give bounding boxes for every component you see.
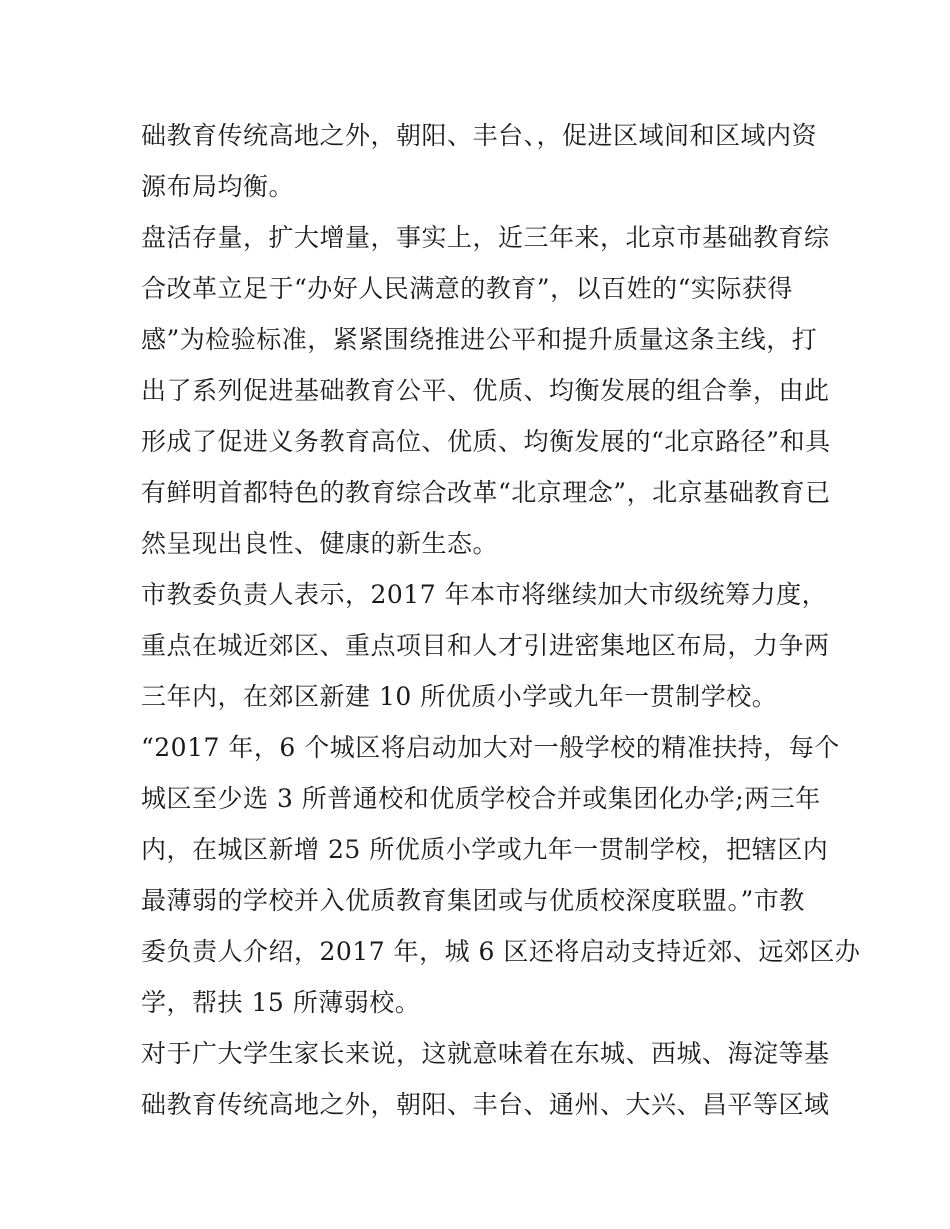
text-line: 三年内，在郊区新建 10 所优质小学或九年一贯制学校。 — [141, 682, 778, 711]
text-line: 学，帮扶 15 所薄弱校。 — [141, 988, 421, 1017]
text-line: 内，在城区新增 25 所优质小学或九年一贯制学校，把辖区内 — [141, 835, 829, 864]
text-line: 盘活存量，扩大增量，事实上，近三年来，北京市基础教育综 — [141, 223, 830, 252]
text-line: 础教育传统高地之外，朝阳、丰台、通州、大兴、昌平等区域 — [141, 1090, 830, 1119]
text-line: 源布局均衡。 — [141, 172, 295, 201]
text-line: 委负责人介绍，2017 年，城 6 区还将启动支持近郊、远郊区办 — [141, 937, 861, 966]
text-line: 出了系列促进基础教育公平、优质、均衡发展的组合拳，由此 — [141, 376, 830, 405]
text-line: 然呈现出良性、健康的新生态。 — [141, 529, 499, 558]
text-line: 对于广大学生家长来说，这就意味着在东城、西城、海淀等基 — [141, 1039, 830, 1068]
text-line: 合改革立足于“办好人民满意的教育”，以百姓的“实际获得 — [141, 274, 793, 303]
text-line: 础教育传统高地之外，朝阳、丰台、，促进区域间和区域内资 — [141, 121, 818, 150]
text-line: 形成了促进义务教育高位、优质、均衡发展的“北京路径”和具 — [141, 427, 831, 456]
text-line: 感”为检验标准，紧紧围绕推进公平和提升质量这条主线，打 — [141, 325, 818, 354]
text-line: 有鲜明首都特色的教育综合改革“北京理念”，北京基础教育已 — [141, 478, 831, 507]
article-body — [141, 110, 861, 1130]
text-line: 城区至少选 3 所普通校和优质学校合并或集团化办学;两三年 — [141, 784, 821, 813]
text-line: 市教委负责人表示，2017 年本市将继续加大市级统筹力度， — [141, 580, 828, 609]
text-line: 最薄弱的学校并入优质教育集团或与优质校深度联盟。”市教 — [141, 886, 805, 915]
text-line: “2017 年，6 个城区将启动加大对一般学校的精准扶持，每个 — [141, 733, 840, 762]
text-line: 重点在城近郊区、重点项目和人才引进密集地区布局，力争两 — [141, 631, 830, 660]
